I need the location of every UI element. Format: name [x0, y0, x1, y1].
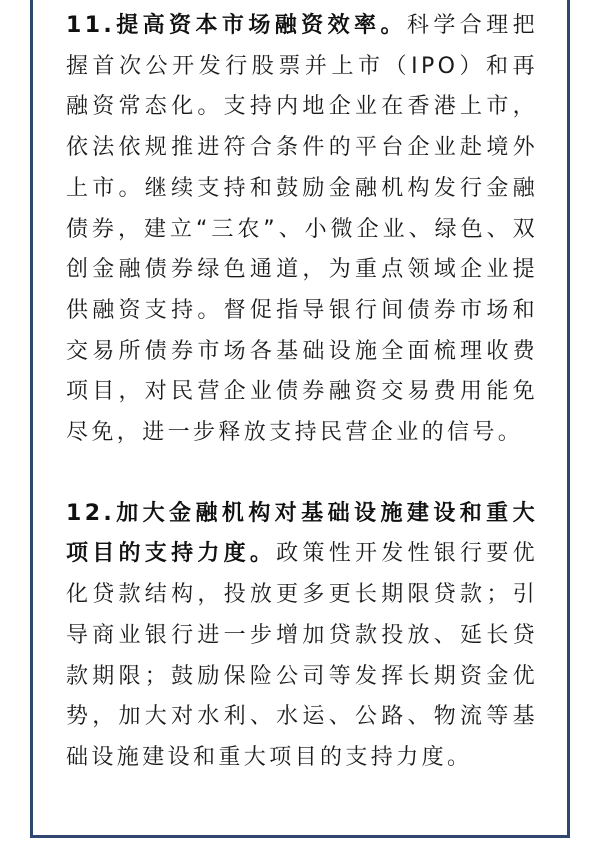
- paragraph-12: [66, 494, 538, 779]
- paragraph-12-text: 政策性开发性银行要优化贷款结构，投放更多更长期限贷款；引导商业银行进一步增加贷款投放、延长贷款期限；鼓励保险公司等发挥长期资金优势，加大对水利、水运、公路、物流等基础设施建设和重大项目的支持力度。: [66, 541, 538, 770]
- paragraph-11-heading: 11.提高资本市场融资效率。: [66, 13, 407, 38]
- paragraph-12-heading: 12.加大金融机构对基础设施建设和重大项目的支持力度。: [66, 500, 538, 567]
- paragraph-11-text: 科学合理把握首次公开发行股票并上市（IPO）和再融资常态化。支持内地企业在香港上市，依法依规推进符合条件的平台企业赴境外上市。继续支持和鼓励金融机构发行金融债券，建立“三农”、小微企业、绿色、双创金融债券绿色通道，为重点领域企业提供融资支持。督促指导银行间债券市场和交易所债券市场各基础设施全面梳理收费项目，对民营企业债券融资交易费用能免尽免，进一步释放支持民营企业的信号。: [66, 13, 538, 446]
- paragraph-11: [66, 6, 538, 454]
- document-body: [66, 6, 538, 779]
